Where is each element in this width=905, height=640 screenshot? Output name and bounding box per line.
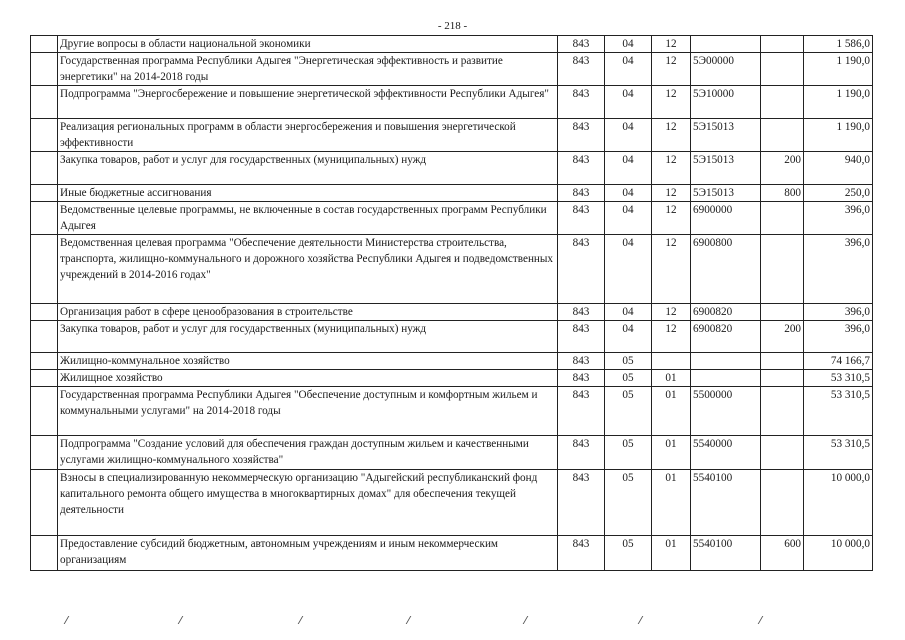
table-row — [31, 387, 873, 436]
row-index-cell — [31, 387, 58, 436]
section-code-cell: 04 — [605, 321, 652, 353]
target-article-cell: 5Э15013 — [691, 119, 761, 152]
row-index-cell — [31, 119, 58, 152]
row-index-cell — [31, 185, 58, 202]
item-name-cell: Подпрограмма "Энергосбережение и повышение энергетической эффективности Республики Адыгея" — [58, 86, 558, 119]
subsection-code-cell: 01 — [652, 370, 691, 387]
subsection-code-cell: 01 — [652, 387, 691, 436]
table-row — [31, 202, 873, 235]
expense-type-cell — [761, 36, 804, 53]
section-code-cell: 05 — [605, 536, 652, 571]
row-index-cell — [31, 370, 58, 387]
item-name-cell: Предоставление субсидий бюджетным, автономным учреждениям и иным некоммерческим организациям — [58, 536, 558, 571]
section-code-cell: 04 — [605, 119, 652, 152]
target-article-cell: 5Э10000 — [691, 86, 761, 119]
item-name-cell: Другие вопросы в области национальной экономики — [58, 36, 558, 53]
amount-cell: 1 190,0 — [804, 119, 873, 152]
amount-cell: 1 586,0 — [804, 36, 873, 53]
department-code-cell: 843 — [558, 536, 605, 571]
department-code-cell: 843 — [558, 152, 605, 185]
department-code-cell: 843 — [558, 202, 605, 235]
amount-cell: 53 310,5 — [804, 370, 873, 387]
section-code-cell: 04 — [605, 202, 652, 235]
department-code-cell: 843 — [558, 53, 605, 86]
budget-table — [30, 35, 873, 571]
budget-table-body — [31, 36, 873, 571]
section-code-cell: 05 — [605, 353, 652, 370]
item-name-cell: Закупка товаров, работ и услуг для государственных (муниципальных) нужд — [58, 321, 558, 353]
target-article-cell: 6900800 — [691, 235, 761, 304]
row-index-cell — [31, 436, 58, 470]
amount-cell: 74 166,7 — [804, 353, 873, 370]
expense-type-cell — [761, 53, 804, 86]
subsection-code-cell: 01 — [652, 436, 691, 470]
expense-type-cell — [761, 202, 804, 235]
row-index-cell — [31, 86, 58, 119]
table-row — [31, 235, 873, 304]
department-code-cell: 843 — [558, 185, 605, 202]
section-code-cell: 05 — [605, 387, 652, 436]
expense-type-cell — [761, 370, 804, 387]
section-code-cell: 05 — [605, 370, 652, 387]
expense-type-cell — [761, 86, 804, 119]
section-code-cell: 04 — [605, 86, 652, 119]
expense-type-cell — [761, 304, 804, 321]
amount-cell: 940,0 — [804, 152, 873, 185]
subsection-code-cell: 12 — [652, 152, 691, 185]
item-name-cell: Жилищное хозяйство — [58, 370, 558, 387]
subsection-code-cell: 01 — [652, 536, 691, 571]
subsection-code-cell: 12 — [652, 185, 691, 202]
section-code-cell: 04 — [605, 152, 652, 185]
amount-cell: 396,0 — [804, 321, 873, 353]
row-index-cell — [31, 53, 58, 86]
department-code-cell: 843 — [558, 119, 605, 152]
subsection-code-cell: 12 — [652, 53, 691, 86]
page-number: - 218 - — [437, 20, 468, 32]
table-row — [31, 536, 873, 571]
department-code-cell: 843 — [558, 470, 605, 536]
section-code-cell: 05 — [605, 470, 652, 536]
subsection-code-cell: 01 — [652, 470, 691, 536]
expense-type-cell — [761, 353, 804, 370]
target-article-cell: 5540100 — [691, 536, 761, 571]
department-code-cell: 843 — [558, 36, 605, 53]
department-code-cell: 843 — [558, 321, 605, 353]
item-name-cell: Ведомственная целевая программа "Обеспечение деятельности Министерства строительства, транспорта, жилищно-коммунального и дорожного хозяйства Республики Адыгея и подведомственных учреждений в 2014-2016 годах" — [58, 235, 558, 304]
amount-cell: 250,0 — [804, 185, 873, 202]
row-index-cell — [31, 321, 58, 353]
row-index-cell — [31, 235, 58, 304]
row-index-cell — [31, 202, 58, 235]
expense-type-cell — [761, 387, 804, 436]
subsection-code-cell: 12 — [652, 235, 691, 304]
target-article-cell: 5540000 — [691, 436, 761, 470]
item-name-cell: Жилищно-коммунальное хозяйство — [58, 353, 558, 370]
row-index-cell — [31, 304, 58, 321]
subsection-code-cell: 12 — [652, 202, 691, 235]
expense-type-cell — [761, 235, 804, 304]
section-code-cell: 04 — [605, 304, 652, 321]
amount-cell: 10 000,0 — [804, 470, 873, 536]
amount-cell: 1 190,0 — [804, 86, 873, 119]
subsection-code-cell: 12 — [652, 86, 691, 119]
department-code-cell: 843 — [558, 353, 605, 370]
item-name-cell: Организация работ в сфере ценообразования в строительстве — [58, 304, 558, 321]
section-code-cell: 05 — [605, 436, 652, 470]
item-name-cell: Государственная программа Республики Адыгея "Обеспечение доступным и комфортным жильем и коммунальными услугами" на 2014-2018 годы — [58, 387, 558, 436]
target-article-cell — [691, 36, 761, 53]
target-article-cell: 5Э00000 — [691, 53, 761, 86]
subsection-code-cell: 12 — [652, 119, 691, 152]
amount-cell: 53 310,5 — [804, 436, 873, 470]
target-article-cell — [691, 353, 761, 370]
table-row — [31, 321, 873, 353]
table-row — [31, 185, 873, 202]
subsection-code-cell: 12 — [652, 321, 691, 353]
target-article-cell: 6900820 — [691, 304, 761, 321]
item-name-cell: Реализация региональных программ в области энергосбережения и повышения энергетической эффективности — [58, 119, 558, 152]
expense-type-cell — [761, 119, 804, 152]
amount-cell: 1 190,0 — [804, 53, 873, 86]
department-code-cell: 843 — [558, 235, 605, 304]
row-index-cell — [31, 470, 58, 536]
target-article-cell: 6900000 — [691, 202, 761, 235]
section-code-cell: 04 — [605, 36, 652, 53]
target-article-cell: 5540100 — [691, 470, 761, 536]
table-row — [31, 53, 873, 86]
subsection-code-cell: 12 — [652, 36, 691, 53]
subsection-code-cell — [652, 353, 691, 370]
row-index-cell — [31, 36, 58, 53]
amount-cell: 396,0 — [804, 202, 873, 235]
expense-type-cell: 200 — [761, 152, 804, 185]
item-name-cell: Взносы в специализированную некоммерческую организацию "Адыгейский республиканский фонд капитального ремонта общего имущества в многоквартирных домах" для обеспечения текущей деятельности — [58, 470, 558, 536]
item-name-cell: Закупка товаров, работ и услуг для государственных (муниципальных) нужд — [58, 152, 558, 185]
department-code-cell: 843 — [558, 370, 605, 387]
table-row — [31, 436, 873, 470]
section-code-cell: 04 — [605, 53, 652, 86]
table-row — [31, 152, 873, 185]
item-name-cell: Подпрограмма "Создание условий для обеспечения граждан доступным жильем и качественными услугами жилищно-коммунального хозяйства" — [58, 436, 558, 470]
amount-cell: 10 000,0 — [804, 536, 873, 571]
table-row — [31, 36, 873, 53]
expense-type-cell — [761, 436, 804, 470]
table-row — [31, 470, 873, 536]
row-index-cell — [31, 152, 58, 185]
bottom-scan-marks — [0, 616, 905, 628]
department-code-cell: 843 — [558, 436, 605, 470]
item-name-cell: Иные бюджетные ассигнования — [58, 185, 558, 202]
row-index-cell — [31, 536, 58, 571]
section-code-cell: 04 — [605, 235, 652, 304]
table-row — [31, 370, 873, 387]
expense-type-cell: 600 — [761, 536, 804, 571]
table-row — [31, 86, 873, 119]
target-article-cell — [691, 370, 761, 387]
item-name-cell: Ведомственные целевые программы, не включенные в состав государственных программ Республики Адыгея — [58, 202, 558, 235]
amount-cell: 396,0 — [804, 235, 873, 304]
table-row — [31, 353, 873, 370]
target-article-cell: 5Э15013 — [691, 185, 761, 202]
target-article-cell: 6900820 — [691, 321, 761, 353]
table-row — [31, 304, 873, 321]
department-code-cell: 843 — [558, 86, 605, 119]
expense-type-cell: 200 — [761, 321, 804, 353]
amount-cell: 53 310,5 — [804, 387, 873, 436]
section-code-cell: 04 — [605, 185, 652, 202]
subsection-code-cell: 12 — [652, 304, 691, 321]
target-article-cell: 5Э15013 — [691, 152, 761, 185]
item-name-cell: Государственная программа Республики Адыгея "Энергетическая эффективность и развитие энергетики" на 2014-2018 годы — [58, 53, 558, 86]
expense-type-cell: 800 — [761, 185, 804, 202]
table-row — [31, 119, 873, 152]
target-article-cell: 5500000 — [691, 387, 761, 436]
department-code-cell: 843 — [558, 304, 605, 321]
amount-cell: 396,0 — [804, 304, 873, 321]
expense-type-cell — [761, 470, 804, 536]
department-code-cell: 843 — [558, 387, 605, 436]
row-index-cell — [31, 353, 58, 370]
